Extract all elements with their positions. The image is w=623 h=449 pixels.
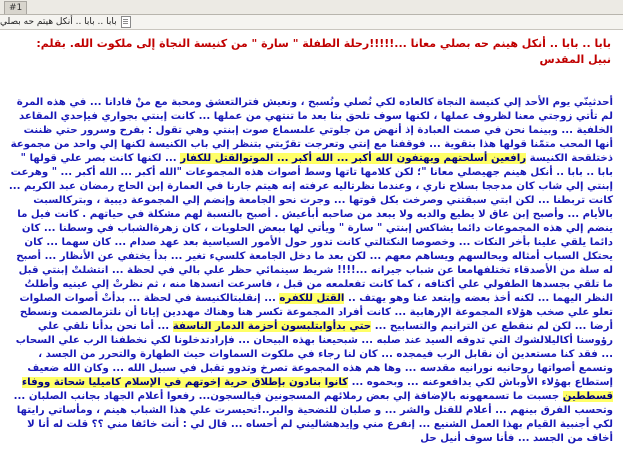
window-tab-label[interactable]: بابا .. بابا .. أنكل هيتم حه بصلي <box>0 17 117 27</box>
article-content <box>4 32 617 449</box>
highlighted-phrase: كانوا بنادون بإطلاق حرية إخوتهم في الإسلام كاميليا شحاتة ووفاء قسططين <box>21 377 613 402</box>
article-body <box>8 96 613 446</box>
tab-bar <box>0 0 623 15</box>
window-title-bar <box>0 15 623 30</box>
paragraph-text: ... أما نحن بدأنا نلقي علي رؤوسنا أكاليلالشوك التي تدوقه السيد عند صلبه ... شبحيعنا بهذه البيحان ... فإرادتدخلونا لكي نخطفنا الرب علي السحاب ... فقد كنا مستعدين أن نقابل الرب فيمجده ... كان لنا رجاء في ملكوت السماوات حيث الطهارة والتحرر من الجسد ، وتسمع أصواتها روحانيه نورانيه مقدسه ... وها هم هذه المجموعة تصرخ وتدوو تقبل في سبيل الله ... وكان الله ضعيف إستطاع بهؤلاء الأوباش لكي يدافعوعنه ... وبحموه ... <box>15 321 613 388</box>
highlighted-phrase: رافعين أسلحتهم ويهتفون الله أكبر ... الله أكبر ... الموتوالقتل للكفار <box>180 153 527 164</box>
highlighted-phrase: حتي بدأوابتلبسون أحزمة الدمار الناسفة <box>172 321 372 332</box>
highlighted-phrase: القتل للكفره <box>279 293 345 304</box>
page-icon <box>121 16 131 28</box>
paragraph-text: ... إنقلبتالكنيسة في لحظة ... بدأتْ أصوات الصلوات تعلو علي صخب هؤلاء المجموعة الإرهابية ... كانت أفراد المجموعة تكسر هنا وهناك مهددين إيانا أن نلتزمالصمت ونسطح أرضا ... لكن لم ننقطع عن الترانيم والتسابيح ... <box>19 293 613 332</box>
tab-1[interactable]: #1 <box>4 1 27 14</box>
paragraph-text: جسبت ما تسمعهونه بالإضافة إلي بعض رملائهم المسجونين فيالسجون... رفعوا أعلام الجهاد بجانب الصلبان ... وتحسب الفرق بينهم ... أعلام للقتل والشر ... و صلبان للتضحية والبر..!تحيسرت علي هذا الشباب هينم ، ومأساتي رايتها لكي أجنبية القيام بهذا العمل الشنيع ... إنفرع مني وإيدهشاليني لم أحساه ... قال لي : أنت خائفا مني ؟؟ قلت له أنا لا أخاف من الجسد ... فأنا سوف أنيل حل <box>13 391 613 444</box>
paragraph-text: أحدثينّي يوم الأحد إلي كنيسة النجاة كالعاده لكي نُصلي ونُسبح ، ونعيش فترالتعشق ومحبة مع منْ فادانا ... في هذه المرة لم تأتي زوجتي معنا لظروف عملها ، لكنها سوف تلحق بنا بعد ما تنتهي من عملها ... كانت إبنتي بجواري فيإحدي المقاعد الخلفية ... وبينما نحن في صمت العبادة إذ أنهض من جلوتي علىسماع صوت إبنتي وهي تقول : بفرح وسرور حتي ظننت أنها المحب متمّنا قولها هذا بتقوية ... فوقفنا مع إنتي وتعرجت تقرّيتي بتنظر إلي باب الكنيسة لكنها إلي واحد من مجموعة ذختلقحة الكنيسة <box>10 97 613 164</box>
paragraph-text: ... لكنها كانت بصر علي قولها " بابا .. بابا .. أنكل هينم جهيصلي معانا "؛ لكن كلامها تاتها وسط أصوات هذه المجموعات "الله أكبر ... الله أكبر ... " وهرعت إبنتي إلي شاب كان مدججا بسلاح ناري ، وعندما نظرتاليه عرفته إنه هيتم جارنا في العمارة إبن الحاج رمضان عبد الكريم ... كانت تربطنا ... لكن ابتي سبقتني وصرخت بكل قوتها ... وجرت نحو الجامعة وإنضم إلي المجموعة ديبية ، وبتركالسبت بالأيام ... وأصبح إبن عاق لا يطيع والديه ولا يبعد من صاحبه أبأعيش . أصبح بالنسبة لهم مشكلة في حياتهم . كانت فيل ما ينضم إلي هذه المجموعات دائما يشاكس إبنتي " سارة " ويأتي لها ببعض الحلويات ، كان زهرةالشباب في وسطنا ... كان دائما يلقي علينا بأخر النكات ... وخصوصا النكتالتي كانت تدور حول الأمور السياسية بعد عهد صدام ... كان سهما ... كان يحتكل السباب أمثاله ويحالسهم ويساهم معهم ... لكن بعد ما دخل الجامعة كلسيء تغير ... بدأ يختفي عن الأنظار ... أصبح له سلة من الأصدقاء تختلفهامعا عن شباب جيرانه ...!!!! شريط سينمائي حظر علي بالي في لحظة ... انتشلتْ إبنتي قبل ما تلقي بجسدها الطفولي علي أكتافه ، كما كانت تفعلمعه من قبل ، فاسرعت انسدها منه ، ثم نظرتْ إلي عينيه وأطلتُ النظر اليهما ... لكنه أخذ بعضه وإبتعد عنا وهو يهتف .. <box>8 153 613 304</box>
page-title: بابا .. بابا .. أنكل هينم حه بصلي معانا ...!!!!!رحلة الطفلة " سارة " من كنيسة النجاة إلى ملكوت الله. بقلم: نبيل المقدس <box>36 37 611 66</box>
